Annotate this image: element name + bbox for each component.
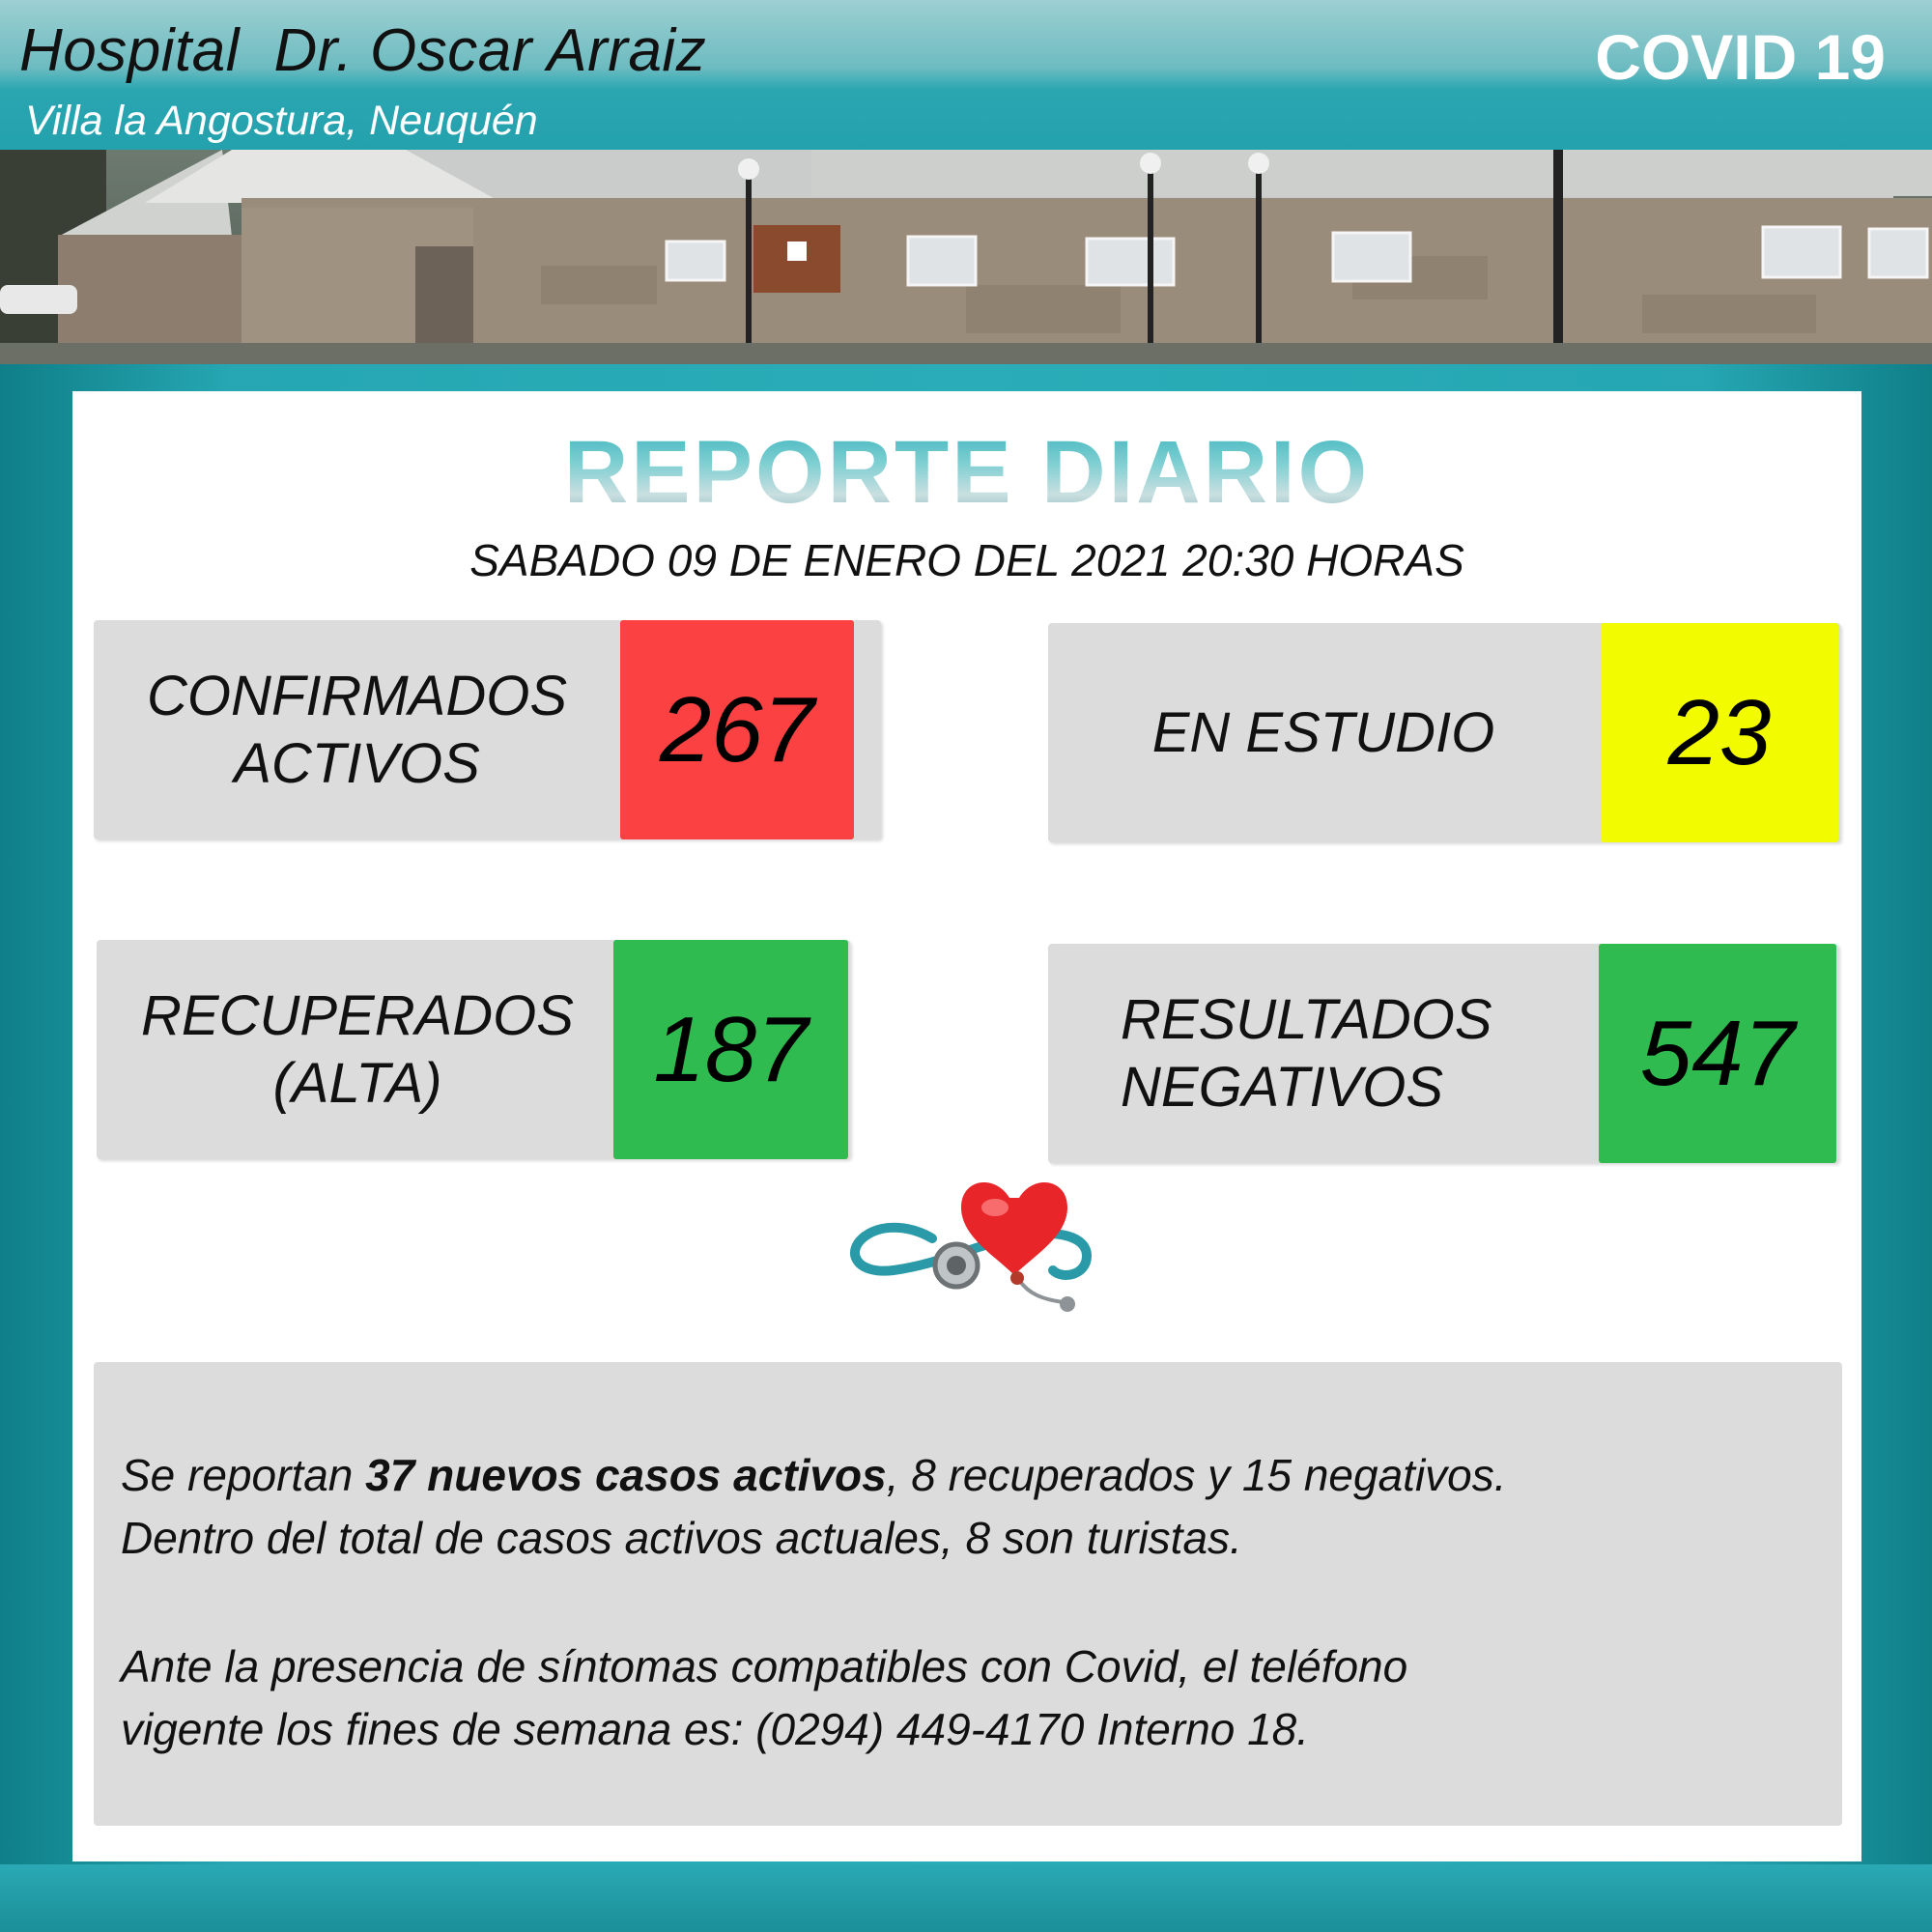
stat-value: 267 (620, 620, 854, 839)
stat-value: 547 (1599, 944, 1836, 1163)
stat-card-recuperados (97, 940, 850, 1159)
heart-stethoscope-icon (826, 1179, 1116, 1328)
header-bar (0, 0, 1932, 150)
hospital-title: Hospital Dr. Oscar Arraiz (19, 17, 707, 84)
covid-badge: COVID 19 (1595, 21, 1886, 93)
note-line-4: vigente los fines de semana es: (0294) 449-4170 Interno 18. (121, 1704, 1310, 1754)
stat-card-confirmados (94, 620, 881, 839)
stat-value: 23 (1601, 623, 1838, 842)
report-title: REPORTE DIARIO (72, 428, 1861, 517)
stat-value: 187 (613, 940, 848, 1159)
stat-label: RESULTADOS NEGATIVOS (1121, 987, 1492, 1119)
note-highlight: 37 nuevos casos activos (365, 1450, 887, 1500)
stat-label: EN ESTUDIO (1151, 700, 1495, 764)
hospital-location: Villa la Angostura, Neuquén (25, 98, 538, 144)
hospital-building-photo (0, 150, 1932, 364)
note-line-2: Dentro del total de casos activos actuales, 8 son turistas. (121, 1513, 1242, 1563)
note-line-1: Se reportan 37 nuevos casos activos, 8 recuperados y 15 negativos. (121, 1450, 1507, 1500)
footer-bar (0, 1864, 1932, 1932)
stat-card-negativos (1048, 944, 1838, 1163)
stat-label: RECUPERADOS (ALTA) (141, 983, 574, 1115)
note-line-3: Ante la presencia de síntomas compatibles con Covid, el teléfono (121, 1641, 1408, 1691)
report-datetime: SABADO 09 DE ENERO DEL 2021 20:30 HORAS (469, 535, 1464, 585)
report-notes (94, 1362, 1842, 1826)
stat-card-en-estudio (1048, 623, 1840, 842)
report-panel (72, 391, 1861, 1861)
stat-label: CONFIRMADOS ACTIVOS (147, 664, 567, 795)
